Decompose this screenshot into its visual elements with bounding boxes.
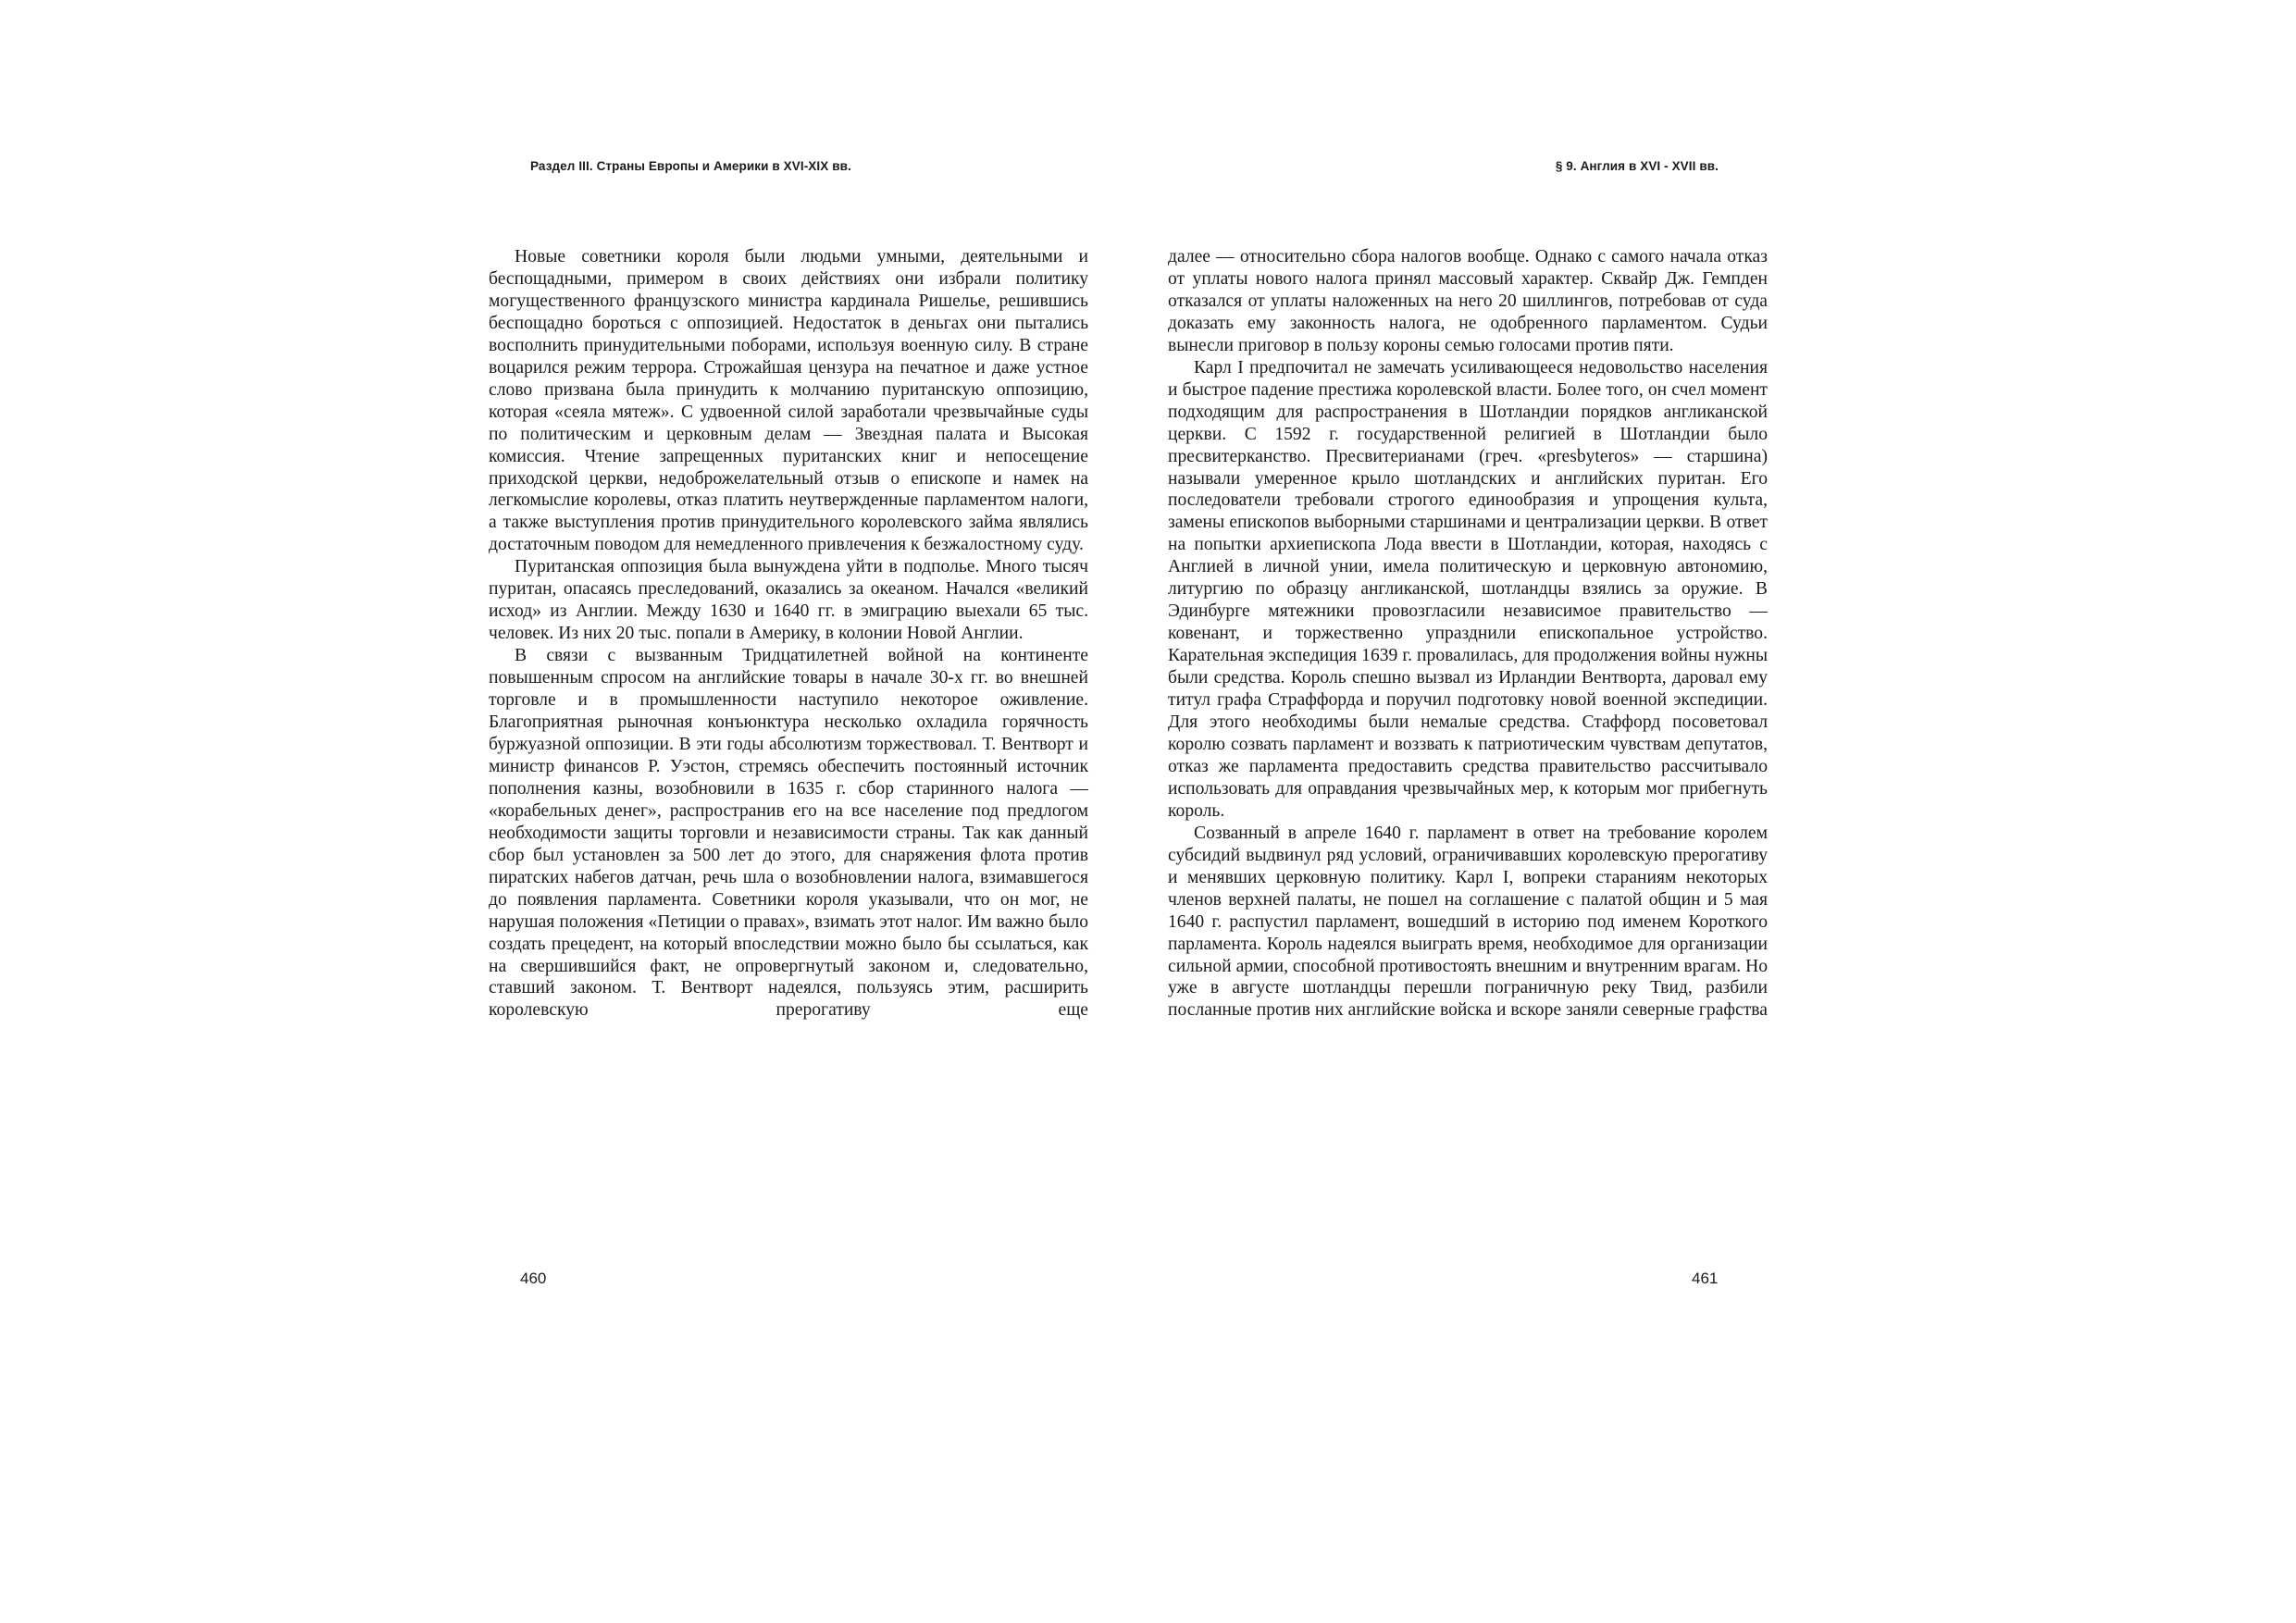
left-paragraph-3: В связи с вызванным Тридцатилетней войной на континенте повышенным спросом на английские товары в начале 30-х гг. во внешней торговле и в промышленности наступило некоторое оживление. Благоприятная рыночная конъюнктура несколько охладила горячность буржуазной оппозиции. В эти годы абсолютизм торжествовал. Т. Вентворт и министр финансов Р. Уэстон, стремясь обеспечить постоянный источник пополнения казны, возобновили в 1635 г. сбор старинного налога — «корабельных денег», распространив его на все население под предлогом необходимости защиты торговли и независимости страны. Так как данный сбор был установлен за 500 лет до этого, для снаряжения флота против пиратских набегов датчан, речь шла о возобновлении налога, взимавшегося до появления парламента. Советники короля указывали, что он мог, не нарушая положения «Петиции о правах», взимать этот налог. Им важно было создать прецедент, на который впоследствии можно было бы ссылаться, как на свершившийся факт, не опровергнутый законом и, следовательно, ставший законом. Т. Вентворт надеялся, пользуясь этим, расширить королевскую прерогативу еще [489,646,1088,1021]
left-paragraph-1: Новые советники короля были людьми умными, деятельными и беспощадными, примером в своих действиях они избрали политику могущественного французского министра кардинала Ришелье, решившись беспощадно бороться с оппозицией. Недостаток в деньгах они пытались восполнить принудительными поборами, используя военную силу. В стране воцарился режим террора. Строжайшая цензура на печатное и даже устное слово призвана была принудить к молчанию пуританскую оппозицию, которая «сеяла мятеж». С удвоенной силой заработали чрезвычайные суды по политическим и церковным делам — Звездная палата и Высокая комиссия. Чтение запрещенных пуританских книг и непосещение приходской церкви, недоброжелательный отзыв о епископе и намек на легкомыслие королевы, отказ платить неутвержденные парламентом налоги, а также выступления против принудительного королевского займа являлись достаточным поводом для немедленного привлечения к безжалостному суду. [489,247,1088,555]
left-running-head: Раздел III. Страны Европы и Америки в XVI-XIX вв. [530,159,851,173]
right-page-number: 461 [1692,1270,1719,1287]
right-running-head: § 9. Англия в XVI - XVII вв. [1555,159,1719,173]
right-paragraph-2: Карл I предпочитал не замечать усиливающееся недовольство населения и быстрое падение престижа королевской власти. Более того, он счел момент подходящим для распространения в Шотландии порядков англиканской церкви. С 1592 г. государственной религией в Шотландии было пресвитерканство. Пресвитерианами (греч. «presbyteros» — старшина) называли умеренное крыло шотландских и английских пуритан. Его последователи требовали строгого единообразия и упрощения культа, замены епископов выборными старшинами и централизации церкви. В ответ на попытки архиепископа Лода ввести в Шотландии, которая, находясь с Англией в личной унии, имела политическую и церковную автономию, литургию по образцу англиканской, шотландцы взялись за оружие. В Эдинбурге мятежники провозгласили независимое правительство — ковенант, и торжественно упразднили епископальное устройство. Карательная экспедиция 1639 г. провалилась, для продолжения войны нужны были средства. Король спешно вызвал из Ирландии Вентворта, даровал ему титул графа Страффорда и поручил подготовку новой военной экспедиции. Для этого необходимы были немалые средства. Стаффорд посоветовал королю созвать парламент и воззвать к патриотическим чувствам депутатов, отказ же парламента предоставить средства правительство рассчитывало использовать для оправдания чрезвычайных мер, к которым мог прибегнуть король. [1168,357,1768,821]
right-paragraph-1: далее — относительно сбора налогов вообще. Однако с самого начала отказ от уплаты нового налога принял массовый характер. Сквайр Дж. Гемпден отказался от уплаты наложенных на него 20 шиллингов, потребовав от суда доказать ему законность налога, не одобренного парламентом. Судьи вынесли приговор в пользу короны семью голосами против пяти. [1168,247,1768,355]
left-page-number: 460 [520,1270,547,1287]
right-page-body [1168,246,1768,1022]
left-page-body [489,246,1088,1022]
left-paragraph-2: Пуританская оппозиция была вынуждена уйти в подполье. Много тысяч пуритан, опасаясь преследований, оказались за океаном. Начался «великий исход» из Англии. Между 1630 и 1640 гг. в эмиграцию выехали 65 тыс. человек. Из них 20 тыс. попали в Америку, в колонии Новой Англии. [489,557,1088,644]
right-paragraph-3: Созванный в апреле 1640 г. парламент в ответ на требование королем субсидий выдвинул ряд условий, ограничивавших королевскую прерогативу и менявших церковную политику. Карл I, вопреки стараниям некоторых членов верхней палаты, не пошел на соглашение с палатой общин и 5 мая 1640 г. распустил парламент, вошедший в историю под именем Короткого парламента. Король надеялся выиграть время, необходимое для организации сильной армии, способной противостоять внешним и внутренним врагам. Но уже в августе шотландцы перешли пограничную реку Твид, разбили посланные против них английские войска и вскоре заняли северные графства [1168,823,1769,1021]
